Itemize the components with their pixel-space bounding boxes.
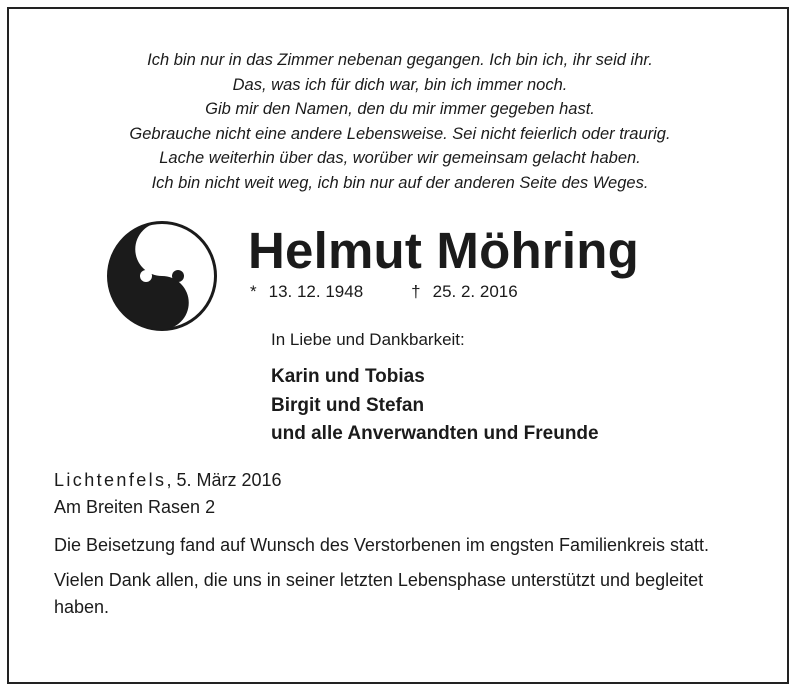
poem-line: Lache weiterhin über das, worüber wir gemeinsam gelacht haben. — [159, 149, 641, 168]
yin-yang-icon — [107, 221, 217, 331]
mourners-intro: In Liebe und Dankbarkeit: — [271, 330, 465, 349]
death-date: 25. 2. 2016 — [432, 282, 518, 301]
place-date-line — [54, 467, 754, 494]
mourners-list — [271, 363, 599, 449]
poem-line: Das, was ich für dich war, bin ich immer noch. — [232, 75, 568, 94]
place: Lichtenfels — [54, 470, 167, 490]
deceased-name: Helmut Möhring — [248, 222, 639, 279]
birth-date: 13. 12. 1948 — [268, 282, 364, 301]
poem-line: Gebrauche nicht eine andere Lebensweise. Sei nicht feierlich oder traurig. — [129, 124, 671, 143]
life-dates — [250, 282, 518, 302]
poem — [0, 48, 800, 196]
cross-icon: † — [411, 282, 421, 301]
birth-symbol: * — [250, 282, 257, 301]
burial-note: Die Beisetzung fand auf Wunsch des Verstorbenen im engsten Familienkreis statt. — [54, 535, 710, 555]
poem-line: Ich bin nur in das Zimmer nebenan gegangen. Ich bin ich, ihr seid ihr. — [147, 51, 653, 69]
poem-line: Gib mir den Namen, den du mir immer gegeben hast. — [205, 100, 595, 119]
mourner-line: Karin und Tobias — [271, 366, 425, 387]
thanks-note: Vielen Dank allen, die uns in seiner letzten Lebensphase unterstützt und begleitet haben. — [54, 570, 704, 617]
mourner-line: Birgit und Stefan — [271, 394, 425, 416]
date: , 5. März 2016 — [166, 470, 282, 490]
mourner-line: und alle Anverwandten und Freunde — [271, 423, 599, 444]
footer — [54, 467, 754, 621]
poem-line: Ich bin nicht weit weg, ich bin nur auf der anderen Seite des Weges. — [151, 173, 649, 192]
address: Am Breiten Rasen 2 — [54, 497, 216, 517]
